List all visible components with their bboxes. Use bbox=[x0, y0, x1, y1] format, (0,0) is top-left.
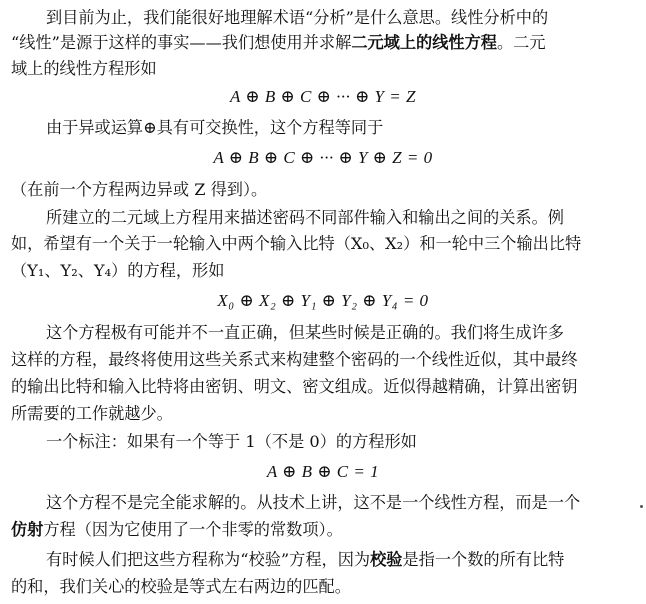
equation-4: A ⊕ B ⊕ C = 1 bbox=[266, 462, 380, 481]
paragraph-5-line-4: 所需要的工作就越少。 bbox=[11, 404, 173, 423]
bold-term-parity: 校验 bbox=[370, 550, 403, 569]
paragraph-8-line-2: 的和，我们关心的校验是等式左右两边的匹配。 bbox=[11, 577, 351, 596]
paragraph-7-line-2 bbox=[11, 520, 343, 540]
paragraph-1-line-3: 域上的线性方程形如 bbox=[11, 59, 157, 78]
paragraph-4-line-1: 所建立的二元域上方程用来描述密码不同部件输入和输出之间的关系。例 bbox=[46, 208, 564, 227]
bold-term-binary-linear-equation: 二元域上的线性方程 bbox=[351, 33, 497, 52]
text-span: 方程（因为它使用了一个非零的常数项）。 bbox=[43, 520, 343, 539]
paragraph-1-line-1: 到目前为止，我们能很好地理解术语“分析”是什么意思。线性分析中的 bbox=[46, 8, 549, 27]
text-span: 是指一个数的所有比特 bbox=[402, 550, 565, 569]
text-span: 。二元 bbox=[497, 33, 546, 52]
equation-3: X₀ ⊕ X₂ ⊕ Y₁ ⊕ Y₂ ⊕ Y₄ = 0 bbox=[217, 291, 429, 310]
equation-2: A ⊕ B ⊕ C ⊕ ··· ⊕ Y ⊕ Z = 0 bbox=[213, 148, 433, 167]
paragraph-4-line-2: 如，希望有一个关于一轮输入中两个输入比特（X₀、X₂）和一轮中三个输出比特 bbox=[11, 234, 582, 253]
text-span: “线性”是源于这样的事实——我们想使用并求解 bbox=[11, 33, 352, 52]
paragraph-6: 一个标注：如果有一个等于 1（不是 0）的方程形如 bbox=[46, 432, 417, 451]
paragraph-5-line-1: 这个方程极有可能并不一直正确，但某些时候是正确的。我们将生成许多 bbox=[46, 323, 564, 342]
paragraph-5-line-2: 这样的方程，最终将使用这些关系式来构建整个密码的一个线性近似，其中最终 bbox=[11, 350, 578, 369]
scan-speck bbox=[640, 505, 643, 508]
paragraph-5-line-3: 的输出比特和输入比特将由密钥、明文、密文组成。近似得越精确，计算出密钥 bbox=[11, 377, 578, 396]
paragraph-7-line-1: 这个方程不是完全能求解的。从技术上讲，这不是一个线性方程，而是一个 bbox=[46, 493, 581, 512]
text-span: 有时候人们把这些方程称为“校验”方程，因为 bbox=[46, 550, 371, 569]
paragraph-1-line-2 bbox=[11, 33, 546, 53]
paragraph-2: 由于异或运算⊕具有可交换性，这个方程等同于 bbox=[46, 118, 384, 137]
paragraph-8-line-1 bbox=[46, 550, 564, 570]
equation-1: A ⊕ B ⊕ C ⊕ ··· ⊕ Y = Z bbox=[230, 87, 416, 106]
paragraph-3: （在前一个方程两边异或 Z 得到）。 bbox=[11, 180, 268, 199]
paragraph-4-line-3: （Y₁、Y₂、Y₄）的方程，形如 bbox=[11, 261, 225, 280]
bold-term-affine: 仿射 bbox=[11, 520, 44, 539]
